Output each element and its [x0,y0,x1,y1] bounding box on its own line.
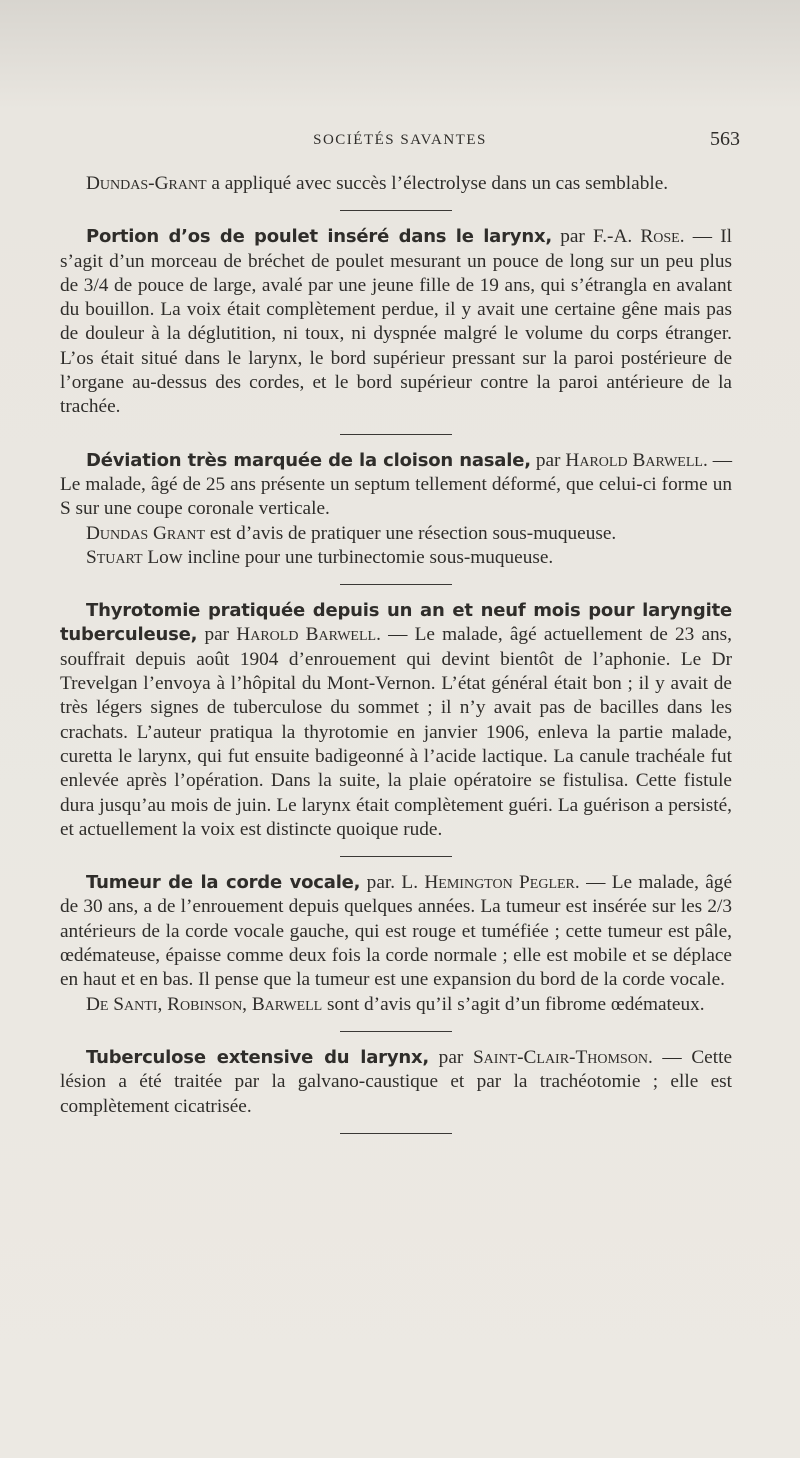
separator-rule [340,210,452,211]
author-name: Harold Barwell [236,624,377,646]
section-body: . — Le malade, âgé de 30 ans, a de l’enrouement depuis quelques années. La tumeur est insérée sur les 2/3 antérieurs de la corde vocale gauche, qui est rouge et tuméfiée ; cette tumeur est pâle, œdémateuse, épaisse comme deux fois la corde normale ; elle est mobile et se déplace en haut et en bas. Il pense que la tumeur est une expansion du bord de la corde vocale. [60,872,732,991]
section-rose [60,225,732,419]
comment-text: est d’avis de pratiquer une résection sous-muqueuse. [205,522,617,544]
author-name: Hemington Pegler [424,872,575,894]
author-name: Rose [640,226,680,248]
separator-rule [340,434,452,435]
byline-prefix: par [429,1046,473,1068]
intro-paragraph [60,172,732,196]
section-body: . — Le malade, âgé de 25 ans présente un septum tellement déformé, que celui-ci forme un S sur une coupe coronale verticale. [60,449,733,520]
section-barwell-nasal [60,449,732,522]
discussion-comment [60,546,732,570]
section-title: Tuberculose extensive du larynx, [86,1046,430,1068]
person-name: De Santi, Robinson, Barwell [86,993,323,1015]
section-title: Portion d’os de poulet inséré dans le larynx, [86,226,552,248]
author-name: Harold Barwell [565,449,703,471]
discussion-comment [60,993,732,1017]
section-body: . — Cette lésion a été traitée par la galvano-caustique et par la trachéotomie ; elle est complètement cicatrisée. [60,1046,733,1117]
comment-text: Low incline pour une turbinectomie sous-muqueuse. [142,546,554,568]
person-name: Dundas Grant [86,522,206,544]
page-body [60,172,732,1148]
section-body: . — Il s’agit d’un morceau de bréchet de poulet mesurant un pouce de long sur un peu plus de 3/4 de pouce de large, avalé par une jeune fille de 19 ans, qui s’étrangla en avalant du bouillon. La voix était complètement perdue, il y avait une certaine gêne mais pas de douleur à la déglutition, ni toux, ni dyspnée malgré le volume du corps étranger. L’os était situé dans le larynx, le bord supérieur pressant sur la paroi postérieure de l’organe au-dessus des cordes, et le bord supérieur contre la paroi antérieure de la trachée. [60,226,732,418]
person-name: Dundas-Grant [86,173,207,194]
byline-prefix: par. L. [360,872,425,894]
discussion-comment [60,522,732,546]
byline-prefix: par [530,449,566,471]
separator-rule [340,1031,452,1032]
section-thyrotomie [60,599,732,842]
section-tumeur [60,871,732,992]
byline-prefix: par F.-A. [552,226,641,248]
section-title: Tumeur de la corde vocale, [86,872,361,894]
person-name: Stuart [86,546,143,568]
page-number: 563 [710,128,740,150]
page-header [60,128,740,156]
section-title: Thyrotomie pratiquée depuis un an et neuf mois pour laryngite tuberculeuse, [60,600,732,646]
separator-rule [340,856,452,857]
byline-prefix: par [197,624,237,646]
separator-rule [340,1133,452,1134]
author-name: Saint-Clair-Thomson [472,1046,648,1068]
comment-text: sont d’avis qu’il s’agit d’un fibrome œdémateux. [322,993,705,1015]
section-body: . — Le malade, âgé actuellement de 23 ans, souffrait depuis août 1904 d’enrouement qui devint bientôt de l’aphonie. Le Dr Trevelgan l’envoya à l’hôpital du Mont-Vernon. L’état général était bon ; il y avait de très légers signes de tuberculose du sommet ; il n’y avait pas de bacilles dans les crachats. L’auteur pratiqua la thyrotomie en janvier 1906, enleva la partie malade, curetta le larynx, qui fut ensuite badigeonné à l’acide lactique. La canule trachéale fut enlevée après l’opération. Dans la suite, la plaie opératoire se fistulisa. Cette fistule dura jusqu’au mois de juin. Le larynx était complètement guéri. La guérison a persisté, et actuellement la voix est distincte quoique rude. [60,624,733,840]
section-title: Déviation très marquée de la cloison nasale, [86,449,531,471]
running-head: SOCIÉTÉS SAVANTES [313,132,487,148]
intro-text: a appliqué avec succès l’électrolyse dans un cas semblable. [206,173,669,194]
section-tuberculose [60,1046,732,1119]
separator-rule [340,584,452,585]
